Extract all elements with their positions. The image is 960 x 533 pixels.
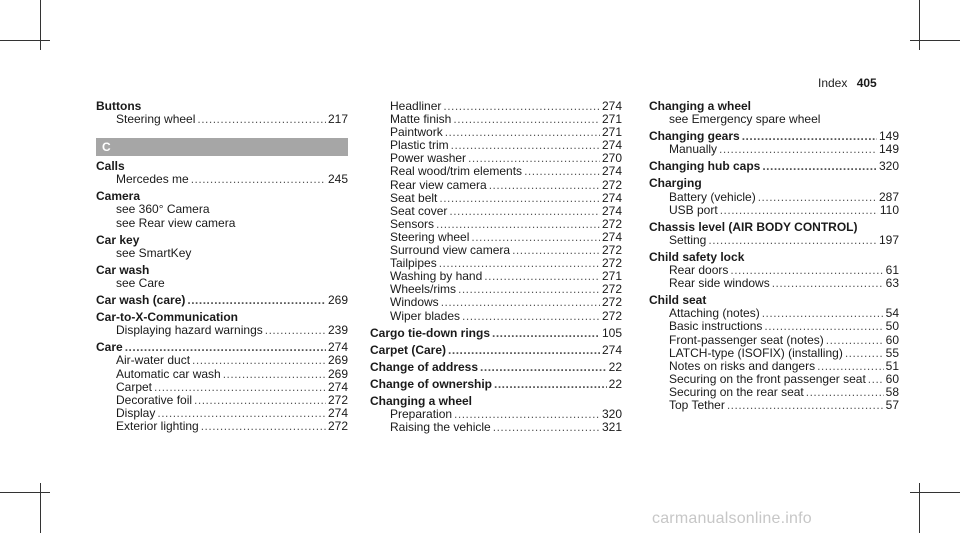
entry-text: Seat belt <box>390 190 438 205</box>
entry-text: Preparation <box>390 407 453 422</box>
index-subentry <box>649 320 899 333</box>
entry-page-number[interactable]: 58 <box>885 384 899 399</box>
section-header: C <box>96 138 348 156</box>
entry-text: Sensors <box>390 216 435 231</box>
entry-page-number[interactable]: 22 <box>608 359 622 374</box>
index-subentry <box>96 420 348 433</box>
index-entry <box>370 378 622 391</box>
dot-leader <box>449 205 600 218</box>
index-column-3 <box>649 100 899 412</box>
entry-text: Camera <box>96 189 141 204</box>
index-subentry <box>649 360 899 373</box>
dot-leader <box>762 307 884 320</box>
entry-text: Car-to-X-Communication <box>96 310 238 325</box>
entry-page-number[interactable]: 269 <box>327 366 348 381</box>
index-subentry <box>649 399 899 412</box>
dot-leader <box>493 421 600 434</box>
entry-text: Wiper blades <box>390 308 461 323</box>
entry-page-number[interactable]: 274 <box>327 405 348 420</box>
entry-text: see SmartKey <box>116 245 192 260</box>
index-entry <box>649 177 899 190</box>
index-entry <box>370 361 622 374</box>
entry-text: Exterior lighting <box>116 418 199 433</box>
entry-text: Decorative foil <box>116 392 193 407</box>
entry-text: Rear view camera <box>390 177 487 192</box>
entry-text: Battery (vehicle) <box>669 189 756 204</box>
entry-text: Front-passenger seat (notes) <box>669 332 824 347</box>
dot-leader <box>764 320 883 333</box>
entry-text: LATCH-type (ISOFIX) (installing) <box>669 345 843 360</box>
index-subentry <box>96 407 348 420</box>
entry-page-number[interactable]: 22 <box>608 376 622 391</box>
dot-leader <box>223 368 326 381</box>
entry-page-number[interactable]: 320 <box>878 159 899 174</box>
index-subentry <box>649 113 899 126</box>
entry-page-number[interactable]: 272 <box>601 216 622 231</box>
entry-page-number[interactable]: 274 <box>601 190 622 205</box>
index-entry <box>649 221 899 234</box>
dot-leader <box>492 327 600 340</box>
index-subentry <box>96 368 348 381</box>
entry-text: Automatic car wash <box>116 366 221 381</box>
dot-leader <box>265 324 326 337</box>
dot-leader <box>192 354 326 367</box>
entry-page-number[interactable]: 274 <box>601 342 622 357</box>
dot-leader <box>758 191 877 204</box>
entry-page-number[interactable]: 272 <box>601 177 622 192</box>
entry-text: Carpet <box>116 379 153 394</box>
entry-page-number[interactable]: 60 <box>885 332 899 347</box>
entry-page-number[interactable]: 274 <box>601 203 622 218</box>
dot-leader <box>845 347 884 360</box>
entry-text: Power washer <box>390 151 467 166</box>
entry-text: Washing by hand <box>390 269 483 284</box>
dot-leader <box>719 143 877 156</box>
dot-leader <box>762 160 877 173</box>
entry-page-number[interactable]: 245 <box>327 172 348 187</box>
dot-leader <box>458 283 600 296</box>
entry-text: Display <box>116 405 156 420</box>
index-subentry <box>649 143 899 156</box>
index-column-2 <box>370 100 622 434</box>
index-subentry <box>96 203 348 216</box>
dot-leader <box>441 296 600 309</box>
crop-mark <box>919 0 920 50</box>
entry-text: Child safety lock <box>649 249 745 264</box>
index-subentry <box>649 234 899 247</box>
entry-text: Chassis level (AIR BODY CONTROL) <box>649 219 858 234</box>
watermark: carmanualsonline.info <box>652 510 812 527</box>
entry-page-number[interactable]: 274 <box>601 138 622 153</box>
entry-page-number[interactable]: 274 <box>327 340 348 355</box>
entry-page-number[interactable]: 51 <box>885 358 899 373</box>
page-number: 405 <box>856 76 877 90</box>
entry-page-number[interactable]: 272 <box>601 308 622 323</box>
entry-text: Rear side windows <box>669 276 770 291</box>
dot-leader <box>742 130 877 143</box>
entry-page-number[interactable]: 61 <box>885 263 899 278</box>
dot-leader <box>448 344 600 357</box>
entry-text: see Care <box>116 275 165 290</box>
entry-text: Mercedes me <box>116 172 189 187</box>
dot-leader <box>436 218 600 231</box>
entry-text: Car wash <box>96 262 150 277</box>
entry-text: Seat cover <box>390 203 448 218</box>
index-subentry <box>649 373 899 386</box>
index-subentry <box>370 192 622 205</box>
entry-page-number[interactable]: 272 <box>327 418 348 433</box>
entry-page-number[interactable]: 239 <box>327 323 348 338</box>
entry-page-number[interactable]: 63 <box>885 276 899 291</box>
entry-page-number[interactable]: 50 <box>885 319 899 334</box>
entry-text: Cargo tie-down rings <box>370 325 490 340</box>
crop-mark <box>0 492 50 493</box>
entry-text: Basic instructions <box>669 319 763 334</box>
entry-page-number[interactable]: 269 <box>327 293 348 308</box>
index-entry <box>649 160 899 173</box>
index-subentry <box>96 394 348 407</box>
entry-page-number[interactable]: 287 <box>878 189 899 204</box>
entry-page-number[interactable]: 272 <box>601 282 622 297</box>
index-subentry <box>96 324 348 337</box>
entry-text: Car wash (care) <box>96 293 186 308</box>
index-subentry <box>96 173 348 186</box>
entry-text: USB port <box>669 202 718 217</box>
entry-text: Rear doors <box>669 263 729 278</box>
dot-leader <box>201 420 326 433</box>
entry-text: Notes on risks and dangers <box>669 358 816 373</box>
entry-text: Top Tether <box>669 397 725 412</box>
index-subentry <box>370 205 622 218</box>
entry-text: Car key <box>96 232 140 247</box>
dot-leader <box>480 361 607 374</box>
entry-page-number[interactable]: 149 <box>878 142 899 157</box>
entry-text: Child seat <box>649 293 707 308</box>
dot-leader <box>453 113 600 126</box>
header-label: Index <box>818 76 848 90</box>
entry-text: Care <box>96 340 123 355</box>
dot-leader <box>451 139 600 152</box>
index-entry <box>96 234 348 247</box>
dot-leader <box>154 381 326 394</box>
entry-text: Change of ownership <box>370 376 493 391</box>
entry-text: Changing a wheel <box>370 393 473 408</box>
index-subentry <box>96 277 348 290</box>
index-entry <box>370 327 622 340</box>
entry-page-number[interactable]: 272 <box>327 392 348 407</box>
dot-leader <box>727 399 884 412</box>
entry-page-number[interactable]: 320 <box>601 407 622 422</box>
entry-text: see Rear view camera <box>116 215 236 230</box>
entry-page-number[interactable]: 269 <box>327 353 348 368</box>
page-header <box>818 76 877 90</box>
entry-text: Steering wheel <box>116 112 196 127</box>
entry-page-number[interactable]: 55 <box>885 345 899 360</box>
entry-page-number[interactable]: 274 <box>601 164 622 179</box>
entry-page-number[interactable]: 321 <box>601 420 622 435</box>
dot-leader <box>445 126 600 139</box>
dot-leader <box>439 192 600 205</box>
entry-text: Securing on the front passenger seat <box>669 371 866 386</box>
entry-text: see 360° Camera <box>116 202 210 217</box>
entry-page-number[interactable]: 149 <box>878 129 899 144</box>
entry-text: Air-water duct <box>116 353 191 368</box>
entry-page-number[interactable]: 197 <box>878 232 899 247</box>
index-subentry <box>649 191 899 204</box>
crop-mark <box>40 483 41 533</box>
entry-page-number[interactable]: 274 <box>327 379 348 394</box>
index-subentry <box>96 354 348 367</box>
entry-page-number[interactable]: 105 <box>601 325 622 340</box>
dot-leader <box>826 334 884 347</box>
entry-text: Carpet (Care) <box>370 342 447 357</box>
entry-page-number[interactable]: 271 <box>601 269 622 284</box>
entry-page-number[interactable]: 271 <box>601 125 622 140</box>
dot-leader <box>817 360 884 373</box>
entry-text: Headliner <box>390 99 442 113</box>
index-subentry <box>649 204 899 217</box>
index-subentry <box>649 334 899 347</box>
entry-text: see Emergency spare wheel <box>669 112 821 127</box>
entry-text: Manually <box>669 142 718 157</box>
dot-leader <box>157 407 326 420</box>
entry-page-number[interactable]: 271 <box>601 112 622 127</box>
dot-leader <box>494 378 607 391</box>
dot-leader <box>443 100 600 113</box>
index-subentry <box>370 421 622 434</box>
entry-text: Raising the vehicle <box>390 420 491 435</box>
entry-text: Paintwork <box>390 125 443 140</box>
index-subentry <box>96 381 348 394</box>
entry-text: Windows <box>390 295 439 310</box>
dot-leader <box>187 294 326 307</box>
entry-text: Displaying hazard warnings <box>116 323 263 338</box>
index-entry <box>370 344 622 357</box>
entry-text: Change of address <box>370 359 479 374</box>
entry-page-number[interactable]: 272 <box>601 295 622 310</box>
dot-leader <box>191 173 326 186</box>
entry-text: Steering wheel <box>390 229 470 244</box>
entry-text: Buttons <box>96 99 142 113</box>
entry-text: Changing gears <box>649 129 740 144</box>
entry-text: Surround view camera <box>390 243 511 258</box>
index-subentry <box>370 165 622 178</box>
dot-leader <box>512 244 600 257</box>
entry-page-number[interactable]: 110 <box>879 202 899 217</box>
index-subentry <box>370 310 622 323</box>
dot-leader <box>806 386 884 399</box>
entry-page-number[interactable]: 274 <box>601 229 622 244</box>
entry-text: Changing a wheel <box>649 99 752 113</box>
entry-text: Calls <box>96 159 125 174</box>
crop-mark <box>40 0 41 50</box>
crop-mark <box>919 483 920 533</box>
entry-page-number[interactable]: 54 <box>885 306 899 321</box>
entry-text: Changing hub caps <box>649 159 761 174</box>
index-subentry <box>370 296 622 309</box>
crop-mark <box>910 492 960 493</box>
entry-page-number[interactable]: 274 <box>601 99 622 113</box>
entry-page-number[interactable]: 57 <box>885 397 899 412</box>
entry-text: Setting <box>669 232 707 247</box>
entry-page-number[interactable]: 270 <box>601 151 622 166</box>
dot-leader <box>708 234 877 247</box>
entry-page-number[interactable]: 60 <box>885 371 899 386</box>
dot-leader <box>462 310 600 323</box>
entry-text: Tailpipes <box>390 256 437 271</box>
entry-text: Plastic trim <box>390 138 449 153</box>
dot-leader <box>194 394 326 407</box>
index-entry <box>96 294 348 307</box>
entry-text: Securing on the rear seat <box>669 384 804 399</box>
dot-leader <box>489 179 600 192</box>
entry-page-number[interactable]: 217 <box>327 112 348 127</box>
index-subentry <box>96 247 348 260</box>
crop-mark <box>910 40 960 41</box>
entry-page-number[interactable]: 272 <box>601 256 622 271</box>
entry-text: Attaching (notes) <box>669 306 760 321</box>
index-subentry <box>96 217 348 230</box>
index-subentry <box>649 386 899 399</box>
dot-leader <box>524 165 600 178</box>
index-subentry <box>649 277 899 290</box>
dot-leader <box>197 113 326 126</box>
index-column-1 <box>96 100 348 433</box>
index-subentry <box>649 347 899 360</box>
dot-leader <box>484 270 600 283</box>
index-subentry <box>370 179 622 192</box>
index-entry <box>96 264 348 277</box>
index-subentry <box>96 113 348 126</box>
dot-leader <box>868 373 884 386</box>
entry-text: Matte finish <box>390 112 452 127</box>
dot-leader <box>720 204 878 217</box>
index-subentry <box>370 218 622 231</box>
crop-mark <box>0 40 50 41</box>
entry-text: Wheels/rims <box>390 282 457 297</box>
entry-page-number[interactable]: 272 <box>601 243 622 258</box>
entry-text: Real wood/trim elements <box>390 164 523 179</box>
dot-leader <box>772 277 884 290</box>
entry-text: Charging <box>649 176 702 191</box>
